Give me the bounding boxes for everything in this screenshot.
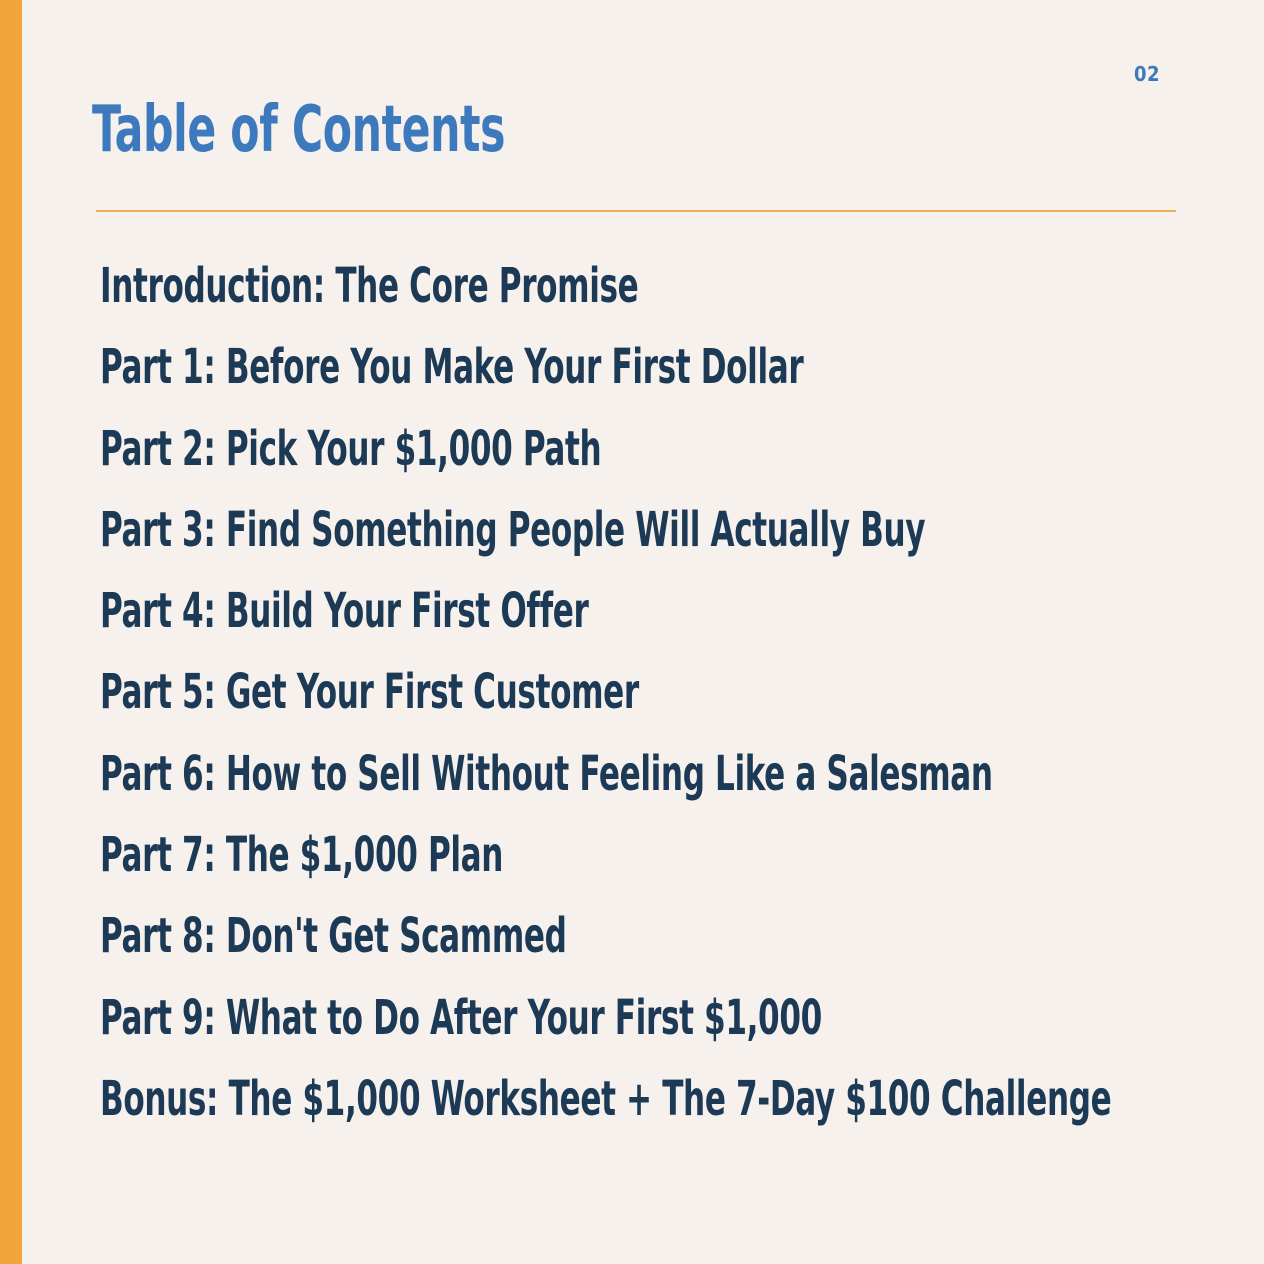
toc-item-part-3[interactable]: Part 3: Find Something People Will Actually Buy xyxy=(100,501,926,558)
table-of-contents-list xyxy=(100,258,1264,1152)
toc-item-part-2[interactable]: Part 2: Pick Your $1,000 Path xyxy=(100,420,602,477)
page-number: 02 xyxy=(1133,62,1160,86)
title-divider xyxy=(96,210,1176,212)
toc-item-part-9[interactable]: Part 9: What to Do After Your First $1,000 xyxy=(100,989,822,1046)
toc-item-part-5[interactable]: Part 5: Get Your First Customer xyxy=(100,664,639,721)
toc-item-part-1[interactable]: Part 1: Before You Make Your First Dollar xyxy=(100,339,804,396)
toc-item-part-6[interactable]: Part 6: How to Sell Without Feeling Like a Salesman xyxy=(100,745,993,802)
toc-item-part-7[interactable]: Part 7: The $1,000 Plan xyxy=(100,827,504,884)
toc-item-introduction[interactable]: Introduction: The Core Promise xyxy=(100,258,639,314)
toc-item-part-4[interactable]: Part 4: Build Your First Offer xyxy=(100,583,589,640)
toc-item-part-8[interactable]: Part 8: Don't Get Scammed xyxy=(100,908,567,965)
toc-item-bonus[interactable]: Bonus: The $1,000 Worksheet + The 7-Day $100 Challenge xyxy=(100,1070,1112,1127)
page-title: Table of Contents xyxy=(92,93,506,167)
left-accent-bar xyxy=(0,0,22,1264)
